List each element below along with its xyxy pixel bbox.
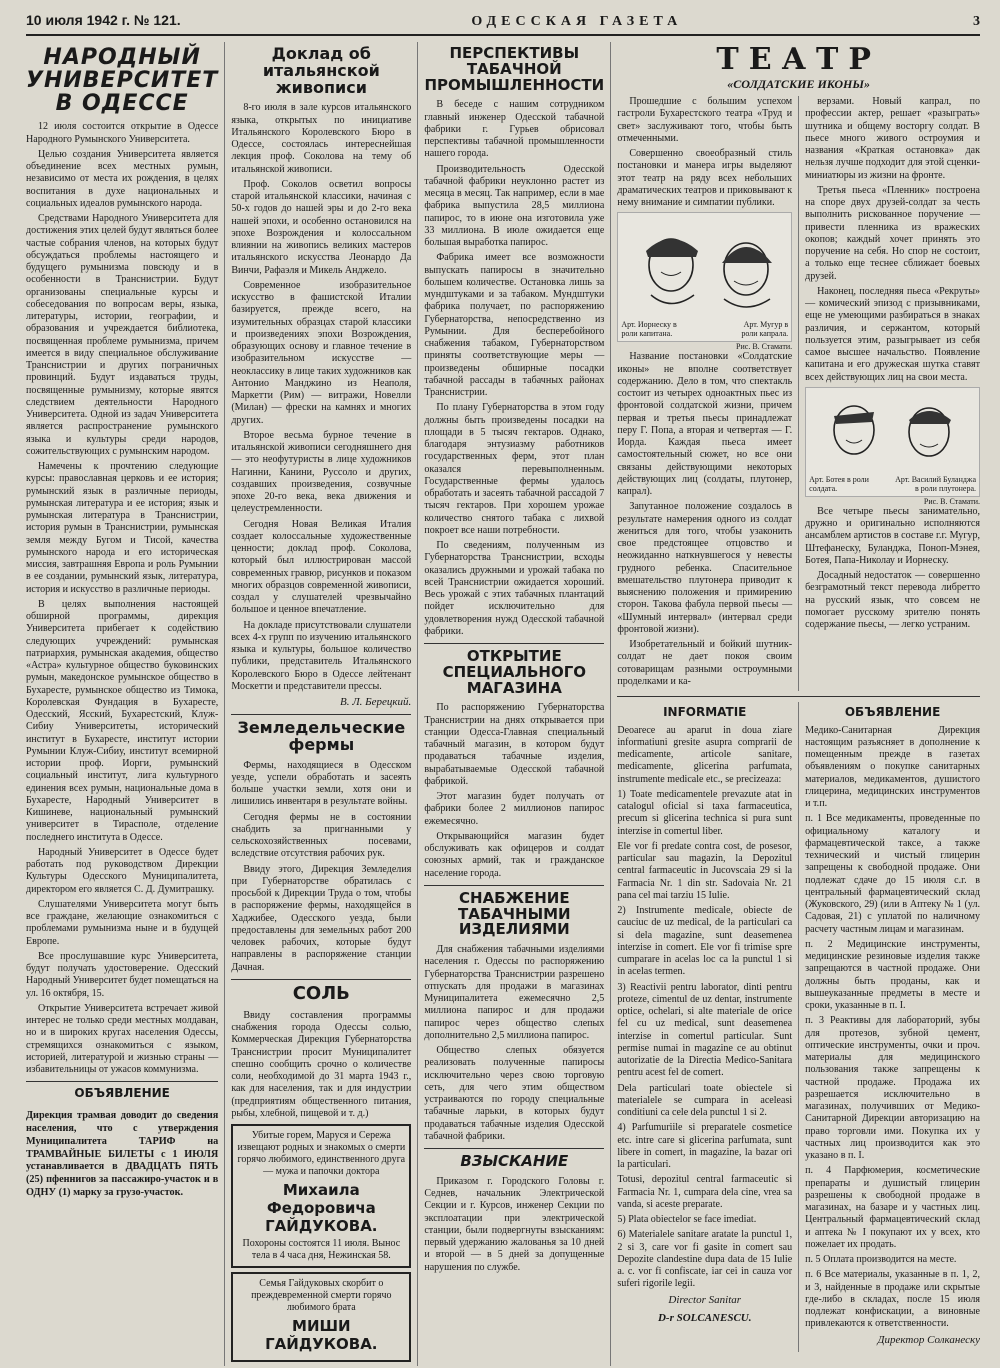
divider [26, 1081, 218, 1082]
paragraph: По распоряжению Губернаторства Транснистрии на днях открывается при станции Одесса-Главная специальный табачный магазин, в котором будут продаваться табачные изделия, вырабатываемые Одесской табачной фабрикой. [424, 702, 605, 787]
notice-signature: Директор Солканеску [877, 1333, 980, 1346]
notice-romanian [617, 702, 792, 1352]
article-body-supply [424, 944, 604, 1143]
paragraph: В целях выполнения настоящей обширной программы, дирекция Университета прибегает к содействию следующих учреждений: румынская патриархия, румынская академия, общество «Астра» культурное общество буковинских румын, македонское румынское общество в Бухаресте, румынское общество из Тимока, Королевская Фундация в Бухаресте, Одесский, Ясский, Бухарестский, Клуж-Сибиу Университеты, исторический институт в Бухаресте, институт истории Румынии Клуж-Сибиу, институт всемирной истории проф. Иорги, румынский социальный институт, лига культурного единения всех румын, национальные дома в Бухаресте, Народный Университет в Кишиневе, национальный румынский университет в Тирасполе, отделение последнего института в Одессе. [26, 598, 219, 843]
issue-date: 10 июля 1942 г. № 121. [26, 12, 181, 28]
obituary-name: МИШИ ГАЙДУКОВА. [265, 1317, 378, 1354]
divider [617, 696, 980, 697]
paragraph: 2) Instrumente medicale, obiecte de cauciuc de uz medical, de la particulari ca si dela magazine, sunt deasemenea interzise in comert. Ele vor fi trimise spre cumparare in acelas loc ca la punctul 1 si in acelas termen. [617, 905, 793, 978]
article-body-fine: Приказом г. Городского Головы г. Седнев, начальник Электрической Секции и г. Курсов, инженер Секции по эксплоатации при электрической станции, были подвергнуты взысканиям: первый удержанию жалованья за 10 дней и второй — в 5 дней за допущенные нарушения по службе. [424, 1175, 605, 1273]
paragraph: Запутанное положение создалось в результате намерения одного из солдат жениться для того, чтобы узаконить свое предстоящее отцовство и неожиданно наткнувшегося у невесты грудного ребенка. Спасительное вмешательство плутонера приводит к выяснению положения и примирению сторон. Такова фабула первой пьесы — «Шумный интервал» (интервал среди фронтовой жизни). [617, 501, 793, 635]
paragraph: Deoarece au aparut in doua ziare informatiuni gresite asupra comprarii de medicamente, articole sanitare, medicamente, glicerina parfumata, instrumente medicale etc., se precizeaza: [617, 724, 793, 785]
paragraph: верзами. Новый капрал, по профессии актер, решает «разыграть» шутника и общему восторгу солдат. В пьесе много живого остроумия и названия «Краткая остановка» дак нельзя лучше подходит для этой сценки-миниатюры из жизни на фронте. [805, 96, 980, 181]
paragraph: На докладе присутствовали слушатели всех 4-х групп по изучению итальянского языка и культуры, большое количество публики, представитель Итальянского Королевского Бюро в Одессе лейтенант Москетти и представители прессы. [231, 619, 412, 692]
article-title-shop: ОТКРЫТИЕ СПЕЦИАЛЬНОГО МАГАЗИНА [442, 647, 587, 697]
paragraph: 3) Reactivii pentru laborator, dinti pentru proteze, cimentul de uz dentar, instrumente optice, ochelari, si alte materiale de orice fel cu uz medical, sunt deasemenea interzise in comertul particular. Sunt permise numai in magazine ce au obtinut autorizatie de la Directia Medico-Sanitara pentru acest fel de comert. [617, 981, 793, 1079]
notice-body-russian [805, 725, 980, 1331]
theatre-review [617, 96, 980, 691]
obituary-notice [231, 1124, 411, 1268]
notice-title-romanian: INFORMATIE [663, 705, 747, 719]
paragraph: Для снабжения табачными изделиями населения г. Одессы по распоряжению Губернаторства Транснистрии разрешено отпускать для продажи в магазинах Муниципалитета ежемесячно 2,5 миллиона папирос и для продажи папирос через общество слепых дополнительно 2,5 миллиона папирос. [424, 944, 605, 1041]
paragraph: Второе весьма бурное течение в итальянской живописи сегодняшнего дня — это неофутуристы в лице художников Нагинни, Канини, Руссоло и других, создавших произведения, созвучные эпохе 20-го века, века движения и целеустремленности. [231, 429, 412, 515]
divider [424, 1148, 604, 1149]
illustration-credit: Рис. В. Стамати. [923, 496, 980, 506]
column-right [617, 42, 980, 1366]
article-body-salt: Ввиду составления программы снабжения города Одессы солью, Коммерческая Дирекция Губернаторства Транснистрии просит Муниципалитет спешно сообщить срочно о количестве соли, необходимой до 31 марта 1943 г., как для населения, так и для индустрии (предприятиям общественного питания, рыбы, хлебной, пищевой и т. д.) [231, 1009, 412, 1119]
paragraph: Народный Университет в Одессе будет работать под руководством Дирекции Культуры Одесского Муниципалитета, директором его является С. Д. Думитрашку. [26, 846, 219, 895]
masthead [26, 12, 980, 36]
paragraph: п. 4 Парфюмерия, косметические препараты и душистый глицерин разрешены к свободной продаже в магазинах, на базаре и у частных лиц. Центральный фармацевтический склад и аптека № I покупают их у всех, кто пожелает их продать. [805, 1165, 980, 1250]
divider [424, 885, 604, 886]
paragraph: Производительность Одесской табачной фабрики неуклонно растет из месяца в месяц. Так например, если в мае фабрика выпустила 28,5 миллиона папирос, то в июне она изготовила уже 33 миллиона. В июле ожидается еще большая выработка папирос. [424, 163, 605, 248]
paragraph: 5) Plata obiectelor se face imediat. [617, 1214, 757, 1226]
paragraph: В беседе с нашим сотрудником главный инженер Одесской табачной фабрики г. Гурьев обрисовал перспективы табачной промышленности нашего города. [424, 99, 605, 160]
paragraph: Современное изобразительное искусство в фашистской Италии базируется, прежде всего, на изумительных образцах старой классики и произведениях эпохи Возрождения, образующих основу и главное течение в изобразительном искусстве — неоклассику в лице таких художников как Антонио Манджино из Неаполя, Маркетти (Рим) — витражи, Новелли (Милан) — фрески на камнях и многих других. [231, 279, 412, 426]
paragraph: 4) Parfumuriile si preparatele cosmetice etc. intre care si glicerina parfumata, sunt libere in comert, in magazine, la bazar ori la particulari. [617, 1122, 793, 1171]
paragraph: 8-го июля в зале курсов итальянского языка, открытых по инициативе Итальянского Королевского Бюро в Одессе, состоялась интереснейшая лекция проф. Соколова на тему об итальянской живописи. [231, 102, 412, 175]
paragraph: п. 6 Все материалы, указанные в п. 1, 2, и 3, найденные в продаже или скрытые где-либо в складах, после 15 июля подлежат конфискации, а виновные привлекаются к ответственности. [805, 1269, 980, 1330]
paragraph: Досадный недостаток — совершенно безграмотный текст перевода либретто на русский язык, что совсем не помогает русскому зрителю понять содержание пьесы, — легко устраним. [805, 570, 980, 630]
article-body-italian [231, 102, 411, 693]
paragraph: Название постановки «Солдатские иконы» не вполне соответствует содержанию. Дело в том, что спектакль состоит из четырех одноактных пьес из фронтовой солдатской жизни, причем первая и третья пьесы принадлежат перу Г. Попа, а вторая и четвертая — Г. Иорда. Каждая пьеса имеет самостоятельный сюжет, но все они связаны действующими некоторых действующих лиц (солдаты, плутонер, капрал). [617, 351, 793, 497]
caption-corporal: Арт. Мугур в роли капрала. [741, 320, 789, 339]
paragraph: 1) Toate medicamentele prevazute atat in catalogul oficial si taxa farmaceutica, precum si glicerina technica si pura sunt interzise in comertul liber. [617, 788, 793, 837]
obituary-funeral: Похороны состоятся 11 июля. Вынос тела в 4 часа дня, Нежинская 58. [242, 1238, 401, 1262]
theatre-col-1 [617, 96, 792, 691]
paragraph: Все четыре пьесы занимательно, дружно и оригинально исполняются ансамблем артистов в составе г.г. Мугур, Штефанеску, Буланджа, Поноп-Мэнея, Ботея, Папа-Николау и Иорнеску. [805, 505, 980, 566]
newspaper-name: ОДЕССКАЯ ГАЗЕТА [471, 14, 683, 29]
caricature-drawing [626, 217, 796, 317]
obituary-family [231, 1272, 411, 1362]
paragraph: Намечены к прочтению следующие курсы: православная церковь и ее история; румынский язык в различные периоды, румынская литература и ее история; язык и румынская литература в Транснистрии, история румын в Транснистрии, румынская земля между Бугом и Тисой, качества румынского народа и его историческая миссия, завтрашняя Европа и роль Румынии в ее создании, румынский язык, литература, история и искусство в различные периоды. [26, 461, 219, 595]
paragraph: Изобретательный и бойкий шутник-солдат не дает покоя своим сотоварищам разными остроумными проделками и ка- [617, 639, 793, 687]
paragraph: Проф. Соколов осветил вопросы старой итальянской классики, начиная с 50-х годов до нашей эры и до 2-го века нашей эпохи, и особенно остановился на эпохе Возрождения и колоссальном влиянии на живопись великих мастеров итальянского искусства Леонардо Да Винчи, Рафаэля и Микель Анджело. [231, 178, 412, 276]
article-body-farms [231, 760, 411, 974]
official-notices [617, 702, 980, 1352]
theatre-continued [805, 96, 980, 384]
paragraph: Совершенно своеобразный стиль постановки и манера игры выделяют этот театр на ряду всех небольших драматических театров и приковывают к нему внимание и симпатии публики. [617, 148, 793, 208]
theatre-intro [617, 96, 792, 209]
signature-name: D-r SOLCANESCU. [657, 1311, 752, 1324]
paragraph: п. 2 Медицинские инструменты, медицинские резиновые изделия также запрещаются в частной продаже. Они должны быть проданы, как и вышеуказанные предметы в месте и сроки, указанные в п. I. [805, 938, 980, 1012]
paragraph: Медико-Санитарная Дирекция настоящим разъясняет в дополнение к помещенным прежде в газетах объявлениям о покупке санитарных материалов, медикаментов, душистого глицерина, медицинских инструментов и т.п. [805, 724, 980, 810]
caption-soldier: Арт. Ботея в роли солдата. [809, 474, 869, 493]
article-title-tobacco: ПЕРСПЕКТИВЫ ТАБАЧНОЙ ПРОМЫШЛЕННОСТИ [424, 44, 605, 94]
paragraph: п. 1 Все медикаменты, проведенные по официальному каталогу и фармацевтической таксе, а также технический и чистый глицерин запрещены к свободной продаже. Они подлежат сдаче до 15 июля с.г. в центральный фармацевтический склад (Жуковского, 29) (или в Аптеку № 1 (ул. Садовая, 21) с уплатой по наличному расчету частным лицам и магазинам. [805, 813, 980, 935]
notice-title-russian: ОБЪЯВЛЕНИЕ [844, 705, 941, 719]
divider [231, 714, 411, 715]
column-tobacco [424, 42, 611, 1366]
paragraph: Слушателями Университета могут быть все граждане, желающие ознакомиться с проблемами румынизма ныне и в будущей Европе. [26, 898, 219, 947]
caricature-illustration [617, 212, 792, 342]
caption-plutoner: Арт. Василий Буланджа в роли плутонера. [895, 474, 976, 493]
obituary-name: Михаила Федоровича ГАЙДУКОВА. [265, 1181, 378, 1236]
section-title-theatre: ТЕАТР [716, 42, 881, 77]
paragraph: Totusi, depozitul central farmaceutic si Farmacia Nr. 1, cumpara dela cine, vrea sa vanda, si aceste preparate. [617, 1174, 793, 1210]
article-title-supply: СНАБЖЕНИЕ ТАБАЧНЫМИ ИЗДЕЛИЯМИ [458, 888, 571, 939]
article-body-university [26, 121, 218, 1076]
caricature-illustration-2 [805, 387, 980, 497]
paragraph: Прошедшие с большим успехом гастроли Бухарестского театра «Труд и свет» заслуживают того, чтобы быть отмеченными. [617, 96, 793, 144]
article-title-salt: СОЛЬ [292, 982, 350, 1004]
divider [424, 643, 604, 644]
column-italian [231, 42, 418, 1366]
paragraph: Фермы, находящиеся в Одесском уезде, успели обработать и засеять больше участки земли, хотя они и лишились инвентаря в результате войны. [231, 759, 412, 808]
column-university [26, 42, 225, 1366]
page-number: 3 [972, 14, 980, 29]
paragraph: Средствами Народного Университета для достижения этих целей будут являться более частые собрания членов, на которых будут обсуждаться проблемы настоящего и будущего румынизма повсюду и в особенности в Транснистрии. Будут организованы специальные курсы и собеседования по вопросам веры, языка, литературы, истории, географии, и образования и учреждается библиотека, посвященная проблеме румынизма, причем имеется в виду специальное обслуживание Транснистрии и других пограничных провинций. Будут издаваться труды, посвященные румынизму, которые явятся следствием деятельности Народного Университета. Одной из задач Университета является распространение румынского языка и культуры среди народов, сожительствующих с румынским народом. [26, 213, 219, 457]
paragraph: Целью создания Университета является объединение всех местных румын, независимо от места их рождения, в целях воспитания в духе национальных и социальных идеалов румынского народа. [26, 148, 219, 209]
article-title-university: НАРОДНЫЙ УНИВЕРСИТЕТ В ОДЕССЕ [26, 45, 219, 117]
theatre-body [617, 351, 792, 688]
divider [231, 979, 411, 980]
obituary-lead: Убитые горем, Маруся и Сережа извещают родных и знакомых о смерти горячо любимого, единственного друга — мужа и папочки доктора [237, 1130, 406, 1178]
paragraph: 12 июля состоится открытие в Одессе Народного Румынского Университета. [26, 121, 219, 145]
illustration-credit: Рис. В. Стамати. [736, 342, 793, 352]
caricature-drawing-2 [814, 390, 974, 470]
paragraph: Ele vor fi predate contra cost, de posesor, particular sau magazin, la Depozitul central farmaceutic in Jucovscaia 29 si la Farmacia Nr. 1 din str. Sadovaia Nr. 21 pana cel mai tarziu 15 Iulie. [617, 840, 793, 901]
paragraph: По плану Губернаторства в этом году должны быть произведены посадки на площади в 5 тысяч гектаров. Однако, благодаря энтузиазму работников государственных ферм, этот план оказался перевыполненным. Государственные фермы удалось обработать и засеять табачной рассадой 7 тысяч гектаров. При хорошем урожае количество снятого табака с лихвой покроет все наши потребности. [424, 402, 605, 536]
paragraph: Этот магазин будет получать от фабрики более 2 миллионов папирос ежемесячно. [424, 791, 605, 827]
paragraph: Наконец, последняя пьеса «Рекруты» — комический эпизод с призывниками, еще не умеющими разбираться в знаках различия, и сержантом, который пользуется этим, разыгрывает из себя самое высшее начальство. Появление капитана и его дружеская шутка ставят всех действующих лиц на свои места. [805, 285, 980, 383]
paragraph: 6) Materialele sanitare aratate la punctul 1, 2 si 3, care vor fi gasite in comert sau Depozite clandestine dupa data de 15 Iulie a. c. vor fi confiscate, iar cei in cauza vor suferi rigorile legii. [617, 1229, 793, 1290]
paragraph: По сведениям, полученным из Губернаторства Транснистрии, всходы оказались дружными и урожай табака по всей Транснистрии ожидается хороший. Весь урожай с этих табачных плантаций пойдет исключительно для удовлетворения нужд Одесской табачной фабрики. [424, 540, 605, 637]
theatre-conclusion [805, 506, 980, 632]
paragraph: Dela particulari toate obiectele si materialele se cumpara in aceleasi conditiuni ca cele dela punctul 1 si 2. [617, 1082, 793, 1119]
paragraph: Все прослушавшие курс Университета, будут получать удостоверение. Одесский Народный Университет будет помещаться на ул. 16 октября, 15. [26, 950, 219, 999]
article-body-tobacco [424, 99, 604, 638]
paragraph: Сегодня фермы не в состоянии снабдить за пригнанными у сельскохозяйственных посевами, вследствие отсутствия рабочих рук. [231, 811, 412, 860]
paragraph: Сегодня Новая Великая Италия создает колоссальные художественные ценности; доклад проф. Соколова, который был иллюстрирован массой современных гравюр, рисунков и показом многих образцов современной живописи, создал у слушателей чрезвычайно большое и ценное впечатление. [231, 518, 412, 616]
notice-title-tram: ОБЪЯВЛЕНИЕ [74, 1086, 170, 1101]
caption-captain: Арт. Иорнеску в роли капитана. [621, 320, 677, 339]
article-signature: В. Л. Берецкий. [339, 696, 412, 709]
article-title-farms: Земледельческие фермы [237, 718, 406, 754]
paragraph: Фабрика имеет все возможности выпускать папиросы в значительно большем количестве. Остановка лишь за мундштуками и за табаком. Мундштуки фабрика получает, по распоряжению Губернаторства, непосредственно из Румынии. Для бесперебойного снабжения табаком, Губернаторством приняты соответствующие меры — произведены обширные посадки табачной рассады в табачных районах Транснистрии. [424, 252, 605, 398]
theatre-col-2 [798, 96, 980, 691]
article-title-fine: ВЗЫСКАНИЕ [460, 1152, 569, 1170]
paragraph: Ввиду этого, Дирекция Земледелия при Губернаторстве обратилась с просьбой к Дирекции Труда о том, чтобы в распоряжение фермы, находящейся в Хаджибее, Одесского уезда, были предоставлены для земельных работ 200 человек рабочих, которые будут направлены в распоряжение станции Дачная. [231, 863, 412, 973]
paragraph: Третья пьеса «Пленник» построена на споре двух друзей-солдат за честь выполнить рискованное поручение — привести пленника из вражеских окопов; каждый хочет принять это поручение на себя. Но спор не состоит, а только еще теснее сближает боевых друзей. [805, 184, 980, 282]
paragraph: п. 3 Реактивы для лабораторий, зубы для протезов, зубной цемент, оптические инструменты, очки и проч. материалы для медицинского пользования также запрещены к частной продаже. Продажа их разрешается исключительно в магазинах, получивших от Медико-Санитарной Дирекции авторизацию на право торговли ими. Покупка их у частных лиц производится как это указано в п. I. [805, 1015, 980, 1162]
paragraph: п. 5 Оплата производится на месте. [805, 1254, 957, 1266]
article-body-shop [424, 702, 604, 880]
obituary-lead: Семья Гайдуковых скорбит о преждевременной смерти горячо любимого брата [251, 1278, 392, 1314]
notice-body-romanian [617, 725, 792, 1291]
article-title-italian: Доклад об итальянской живописи [262, 44, 380, 97]
columns [26, 42, 980, 1366]
paragraph: Общество слепых обязуется реализовать полученные папиросы исключительно через свою торговую сеть, для чего этим обществом устраиваются по городу специальные табачные ларьки, в которых будут продаваться табачные изделия Одесской табачной фабрики. [424, 1045, 605, 1142]
review-title: «СОЛДАТСКИЕ ИКОНЫ» [727, 77, 870, 91]
notice-russian [798, 702, 980, 1352]
signature-title: Director Sanitar [668, 1293, 742, 1306]
paragraph: Открытие Университета встречает живой интерес не только среди местных молдаван, но и в широких кругах населения Одессы, стремящихся ознакомиться с языком, историей, литературой и жизнью страны — избавительницы от ужасов коммунизма. [26, 1002, 219, 1076]
paragraph: Открывающийся магазин будет обслуживать как офицеров и солдат союзных армий, так и гражданское население города. [424, 830, 605, 879]
notice-body-tram: Дирекция трамвая доводит до сведения населения, что с утверждения Муниципалитета ТАРИФ на ТРАМВАЙНЫЕ БИЛЕТЫ с 1 ИЮЛЯ устанавливается в ДВАДЦАТЬ ПЯТЬ (25) пфеннигов за пассажиро-участок и в ОДНУ (1) марку за грузо-участок. [26, 1110, 219, 1198]
